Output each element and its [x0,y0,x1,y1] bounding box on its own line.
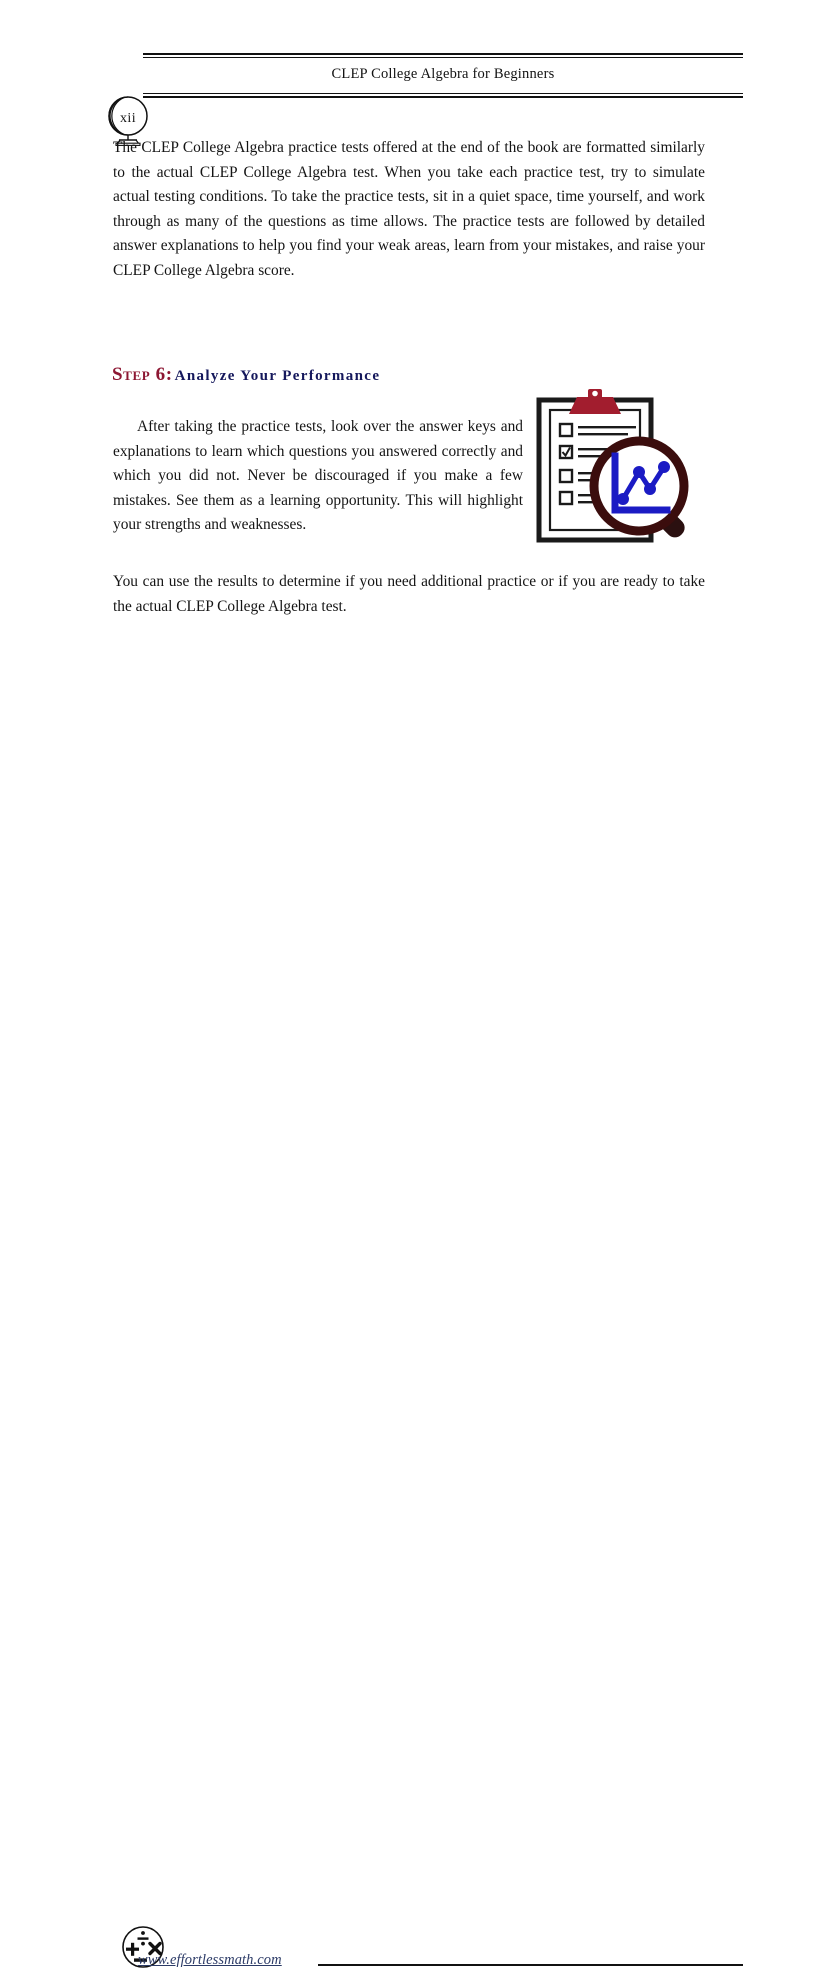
paragraph-analyze-block [113,415,523,538]
step-heading-label: Step 6: [112,364,173,385]
header-rule-bottom-inner [143,93,743,94]
page-number: xii [120,111,136,126]
page-header [0,44,816,126]
footer-url-link[interactable]: www.effortlessmath.com [138,1952,282,1968]
paragraph-results-block [113,570,705,619]
step-heading-title: Analyze Your Performance [174,368,381,384]
page-footer [0,960,816,1968]
header-rule-top-outer [143,53,743,55]
footer-rule [318,1964,743,1966]
paragraph-results: You can use the results to determine if you need additional practice or if you are ready to take the actual CLEP College Algebra test. [113,573,705,615]
paragraph-intro: The CLEP College Algebra practice tests offered at the end of the book are formatted similarly to the actual CLEP College Algebra test. When you take each practice test, try to simulate actual testing conditions. To take the practice tests, sit in a quiet space, time yourself, and work through as many of the questions as time allows. The practice tests are followed by detailed answer explanations to help you find your weak areas, learn from your mistakes, and raise your CLEP College Algebra score. [113,139,705,279]
step-heading [112,364,380,386]
header-rule-bottom-outer [143,96,743,98]
clipboard-magnifier-illustration [533,386,705,554]
header-rule-top-inner [143,57,743,58]
header-title: CLEP College Algebra for Beginners [331,66,555,82]
paragraph-intro-block [113,136,705,284]
paragraph-analyze: After taking the practice tests, look over the answer keys and explanations to learn which questions you answered correctly and which you did not. Never be discouraged if you make a few mistakes. See them as a learning opportunity. This will highlight your strengths and weaknesses. [113,418,523,534]
